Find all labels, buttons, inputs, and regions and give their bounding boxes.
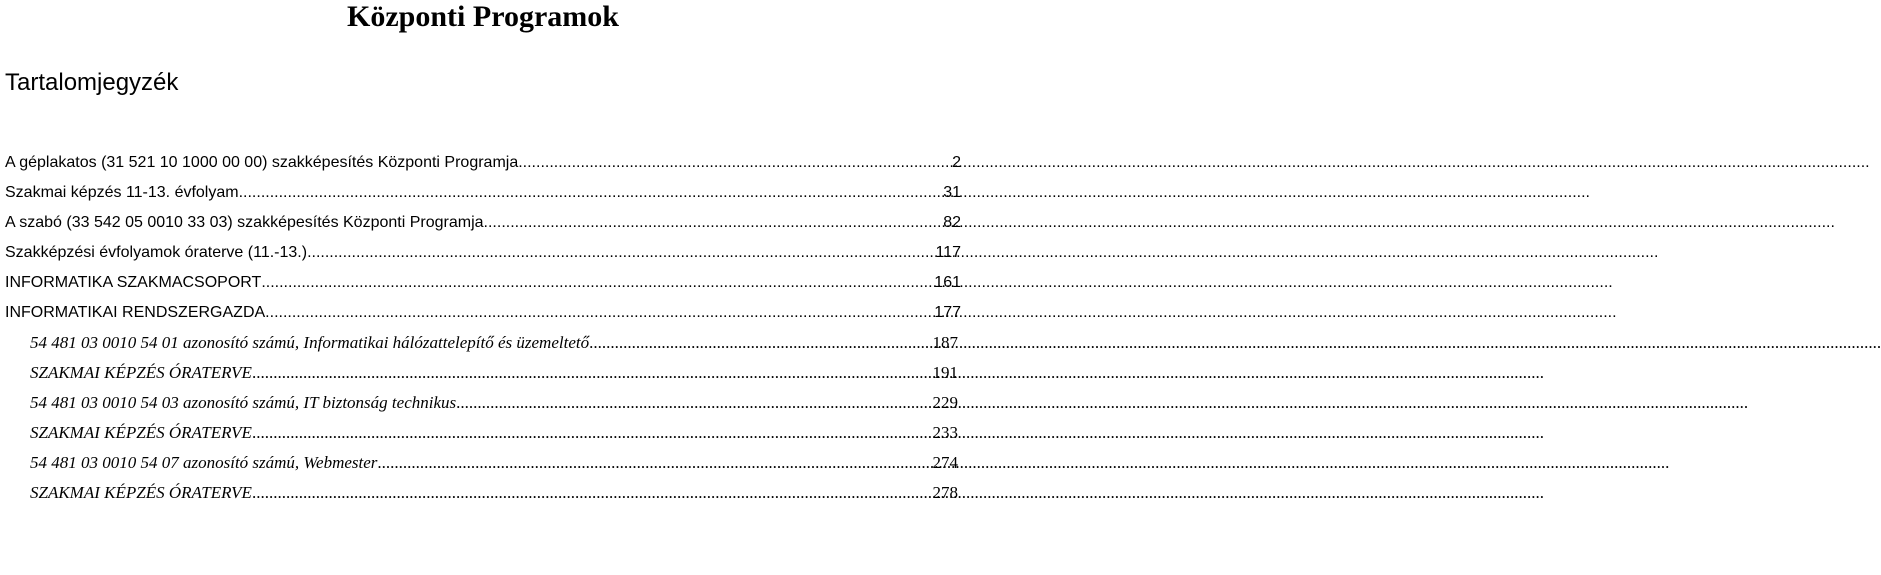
toc-entry-title: SZAKMAI KÉPZÉS ÓRATERVE	[30, 483, 252, 502]
toc-entry[interactable]	[0, 178, 961, 208]
toc-entry[interactable]	[0, 238, 961, 268]
toc-entry-title: Szakképzési évfolyamok óraterve (11.-13.)	[5, 244, 308, 261]
toc-subentry[interactable]	[0, 478, 958, 508]
toc-entry[interactable]	[0, 268, 961, 298]
toc-page-number: 2	[952, 154, 961, 171]
toc-entry-title: SZAKMAI KÉPZÉS ÓRATERVE	[30, 423, 252, 442]
toc-subentry[interactable]	[0, 388, 958, 418]
toc-dot-leader	[377, 448, 930, 478]
toc-dot-leader	[239, 178, 942, 208]
toc-entry-title: A szabó (33 542 05 0010 33 03) szakképesítés Központi Programja	[5, 214, 484, 231]
toc-page-number: 117	[935, 244, 961, 261]
toc-page-number: 82	[943, 214, 961, 231]
toc-page-number: 161	[934, 274, 961, 291]
toc-entry[interactable]	[0, 208, 961, 238]
toc-entry[interactable]	[0, 148, 961, 178]
toc-entry-title: 54 481 03 0010 54 01 azonosító számú, Informatikai hálózattelepítő és üzemeltető	[30, 333, 590, 352]
toc-subentry[interactable]	[0, 418, 958, 448]
toc-dot-leader	[307, 238, 933, 268]
toc-entry-title: INFORMATIKAI RENDSZERGAZDA	[5, 304, 266, 321]
toc-dot-leader	[252, 418, 931, 448]
toc-page-number: 177	[934, 304, 961, 321]
toc-page-number: 233	[932, 423, 958, 442]
toc-entry-title: A géplakatos (31 521 10 1000 00 00) szakképesítés Központi Programja	[5, 154, 519, 171]
toc-dot-leader	[456, 388, 930, 418]
toc-page-number: 191	[932, 363, 958, 382]
document-title: Központi Programok	[347, 0, 619, 33]
toc-entry-title: Szakmai képzés 11-13. évfolyam	[5, 184, 239, 201]
toc-subentry[interactable]	[0, 448, 958, 478]
table-of-contents	[0, 148, 960, 508]
toc-dot-leader	[252, 478, 931, 508]
toc-dot-leader	[261, 268, 932, 298]
toc-entry-title: SZAKMAI KÉPZÉS ÓRATERVE	[30, 363, 252, 382]
toc-subentry[interactable]	[0, 328, 958, 358]
toc-page-number: 31	[943, 184, 961, 201]
toc-heading: Tartalomjegyzék	[5, 69, 179, 96]
toc-entry-title: INFORMATIKA SZAKMACSOPORT	[5, 274, 262, 291]
toc-subentry[interactable]	[0, 358, 958, 388]
toc-dot-leader	[252, 358, 931, 388]
toc-entry-title: 54 481 03 0010 54 03 azonosító számú, IT biztonság technikus	[30, 393, 457, 412]
toc-page-number: 187	[932, 333, 958, 352]
toc-page-number: 274	[932, 453, 958, 472]
toc-page-number: 278	[932, 483, 958, 502]
toc-entry-title: 54 481 03 0010 54 07 azonosító számú, Webmester	[30, 453, 378, 472]
toc-dot-leader	[484, 208, 942, 238]
toc-dot-leader	[589, 328, 930, 358]
toc-entry[interactable]	[0, 298, 961, 328]
toc-dot-leader	[265, 298, 932, 328]
toc-dot-leader	[518, 148, 950, 178]
toc-page-number: 229	[932, 393, 958, 412]
